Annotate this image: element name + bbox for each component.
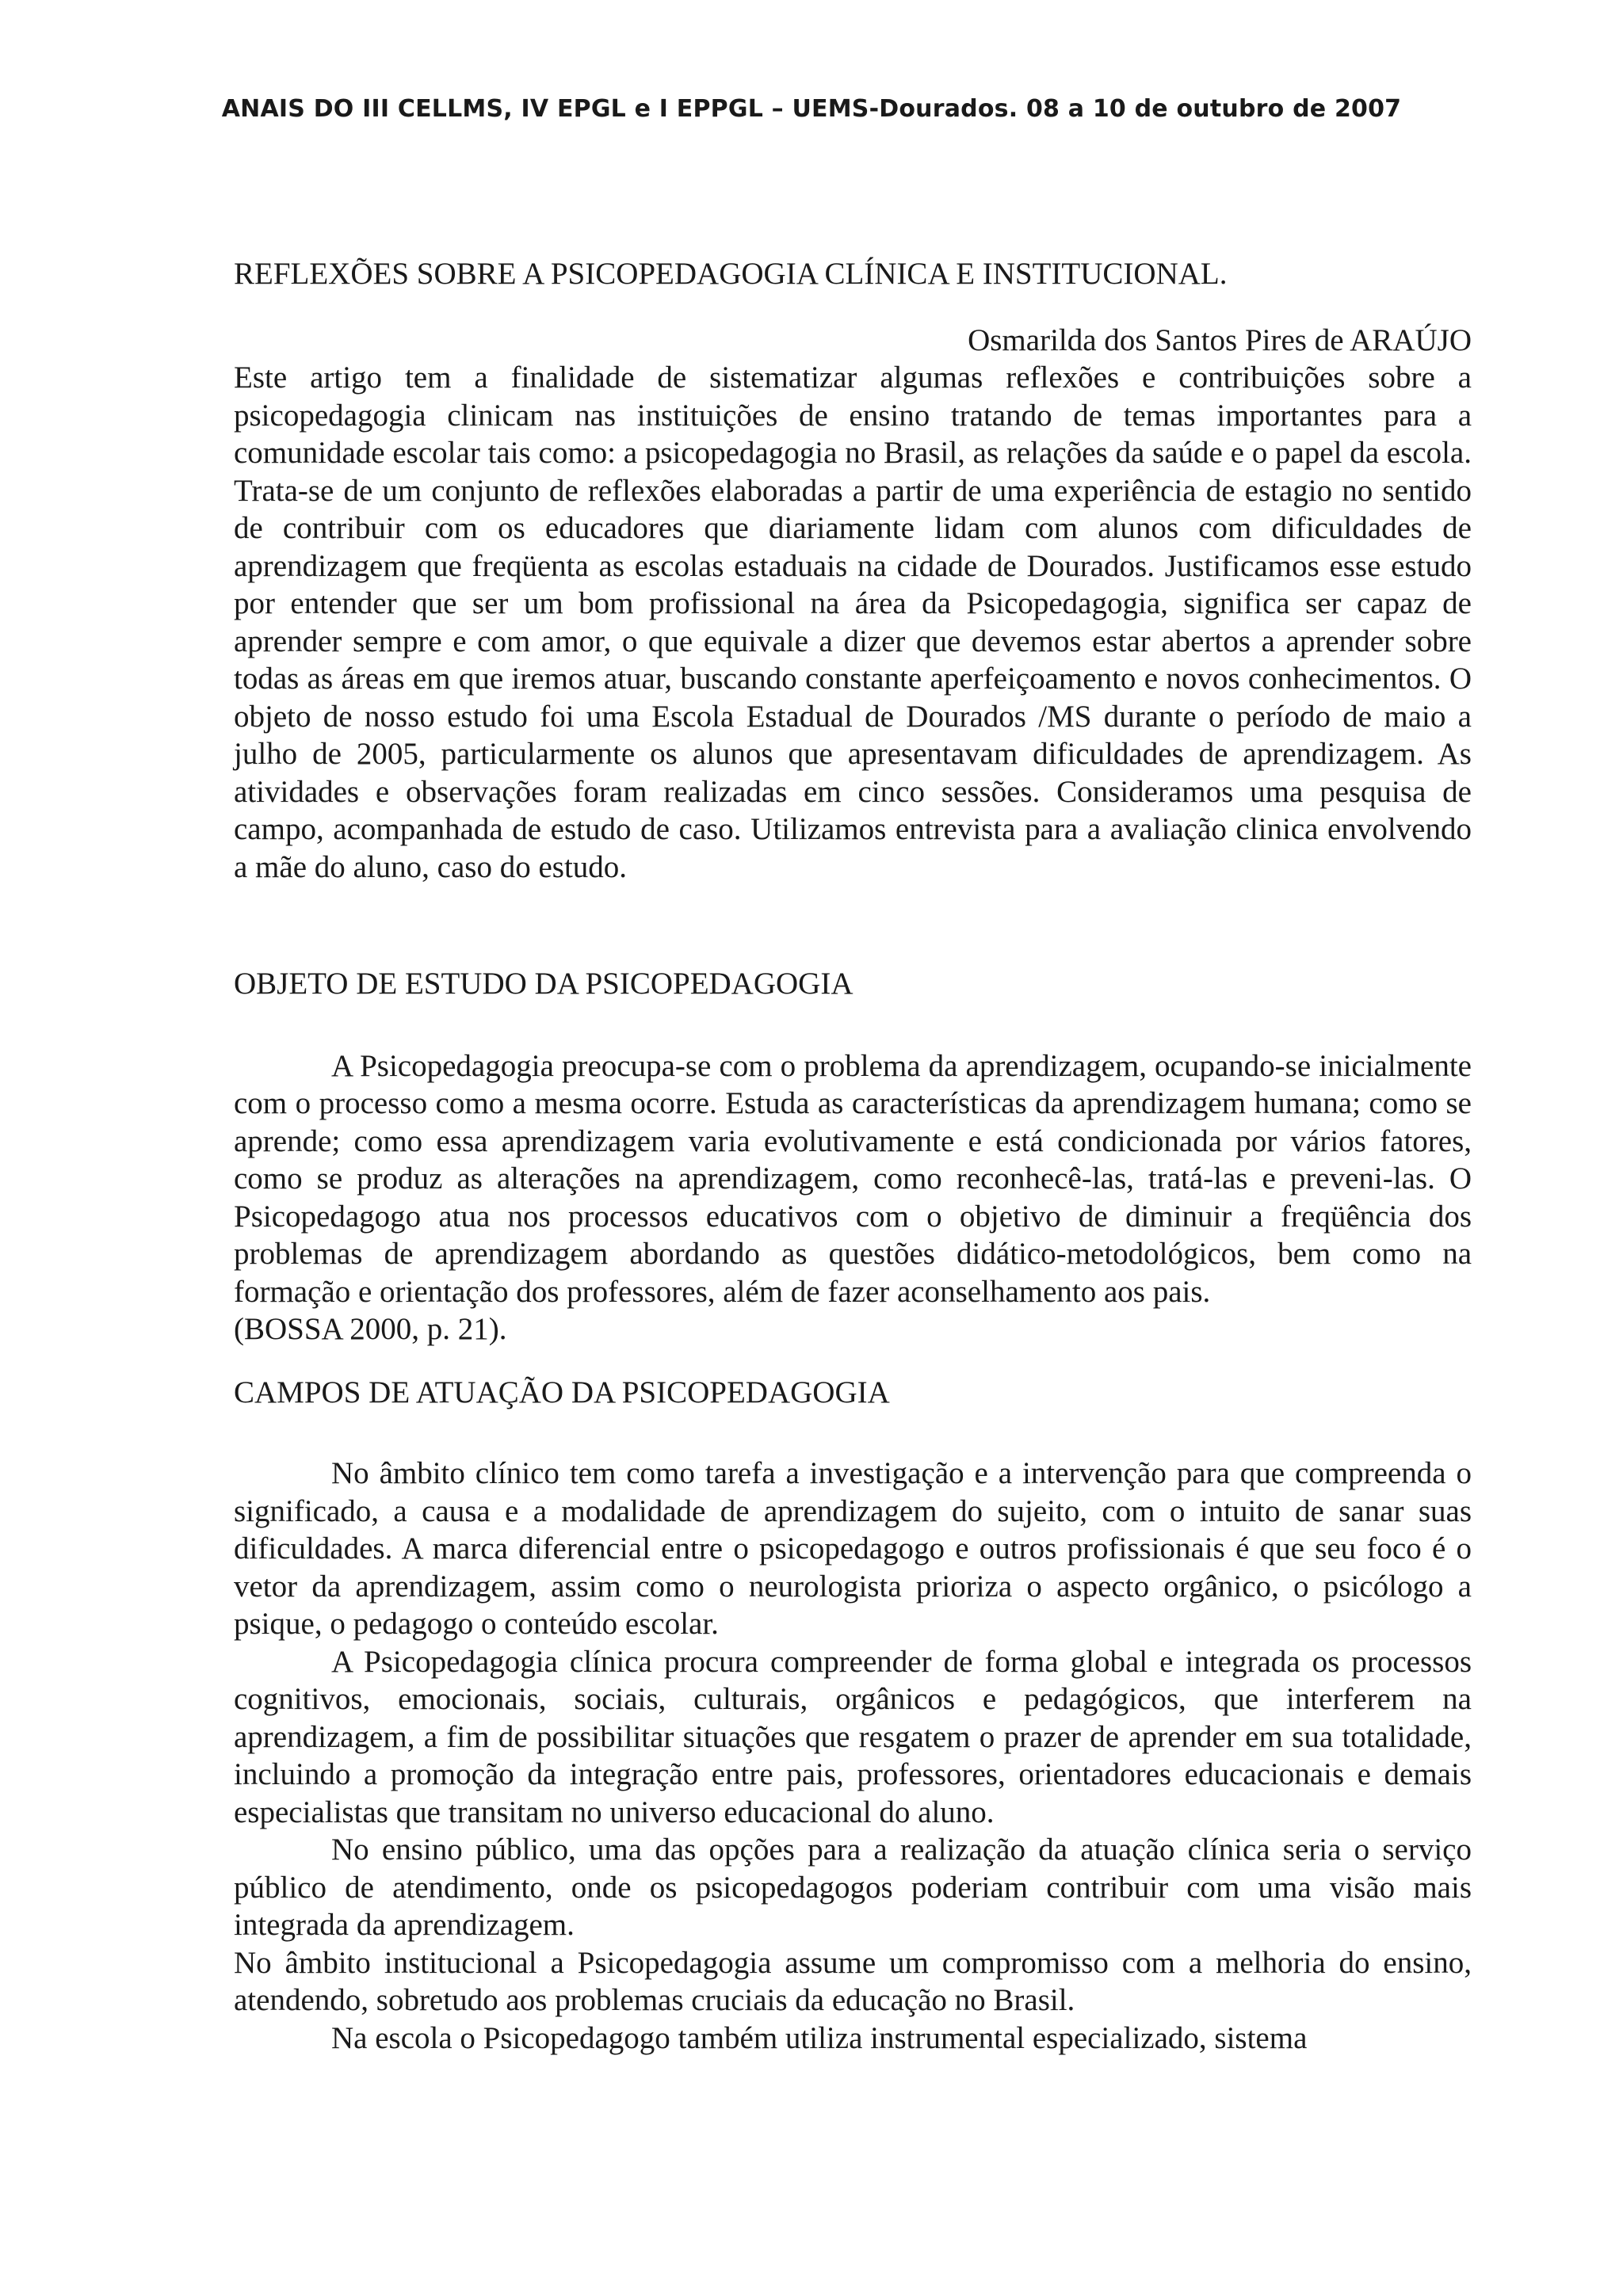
body-paragraph: A Psicopedagogia preocupa-se com o problema da aprendizagem, ocupando-se inicialmente com o processo como a mesma ocorre. Estuda as características da aprendizagem humana; como se aprende; como essa aprendizagem varia evolutivamente e está condicionada por vários fatores, como se produz as alterações na aprendizagem, como reconhecê-las, tratá-las e preveni-las. O Psicopedagogo atua nos processos educativos com o objetivo de diminuir a freqüência dos problemas de aprendizagem abordando as questões didático-metodológicos, bem como na formação e orientação dos professores, além de fazer aconselhamento aos pais. [234,1048,1472,1309]
section-heading-campos: CAMPOS DE ATUAÇÃO DA PSICOPEDAGOGIA [234,1375,890,1409]
body-paragraph: No âmbito institucional a Psicopedagogia assume um compromisso com a melhoria do ensino, atendendo, sobretudo aos problemas cruciais da educação no Brasil. [234,1945,1472,2017]
section-heading-objeto: OBJETO DE ESTUDO DA PSICOPEDAGOGIA [234,967,854,1001]
body-paragraph: A Psicopedagogia clínica procura compreender de forma global e integrada os processos cognitivos, emocionais, sociais, culturais, orgânicos e pedagógicos, que interferem na aprendizagem, a fim de possibilitar situações que resgatem o prazer de aprender em sua totalidade, incluindo a promoção da integração entre pais, professores, orientadores educacionais e demais especialistas que transitam no universo educacional do aluno. [234,1644,1472,1829]
citation-paragraph: (BOSSA 2000, p. 21). [234,1312,507,1346]
running-header: ANAIS DO III CELLMS, IV EPGL e I EPPGL – UEMS-Dourados. 08 a 10 de outubro de 2007 [221,95,1402,123]
article-title: REFLEXÕES SOBRE A PSICOPEDAGOGIA CLÍNICA E INSTITUCIONAL. [234,257,1228,291]
body-paragraph: Na escola o Psicopedagogo também utiliza instrumental especializado, sistema [331,2020,1308,2055]
article-author: Osmarilda dos Santos Pires de ARAÚJO [968,322,1472,357]
abstract-paragraph: Este artigo tem a finalidade de sistematizar algumas reflexões e contribuições sobre a psicopedagogia clinicam nas instituições de ensino tratando de temas importantes para a comunidade escolar tais como: a psicopedagogia no Brasil, as relações da saúde e o papel da escola. Trata-se de um conjunto de reflexões elaboradas a partir de uma experiência de estagio no sentido de contribuir com os educadores que diariamente lidam com alunos com dificuldades de aprendizagem que freqüenta as escolas estaduais na cidade de Dourados. Justificamos esse estudo por entender que ser um bom profissional na área da Psicopedagogia, significa ser capaz de aprender sempre e com amor, o que equivale a dizer que devemos estar abertos a aprender sobre todas as áreas em que iremos atuar, buscando constante aperfeiçoamento e novos conhecimentos. O objeto de nosso estudo foi uma Escola Estadual de Dourados /MS durante o período de maio a julho de 2005, particularmente os alunos que apresentavam dificuldades de aprendizagem. As atividades e observações foram realizadas em cinco sessões. Consideramos uma pesquisa de campo, acompanhada de estudo de caso. Utilizamos entrevista para a avaliação clinica envolvendo a mãe do aluno, caso do estudo. [234,360,1472,884]
article-body [234,255,1472,2057]
body-paragraph: No ensino público, uma das opções para a realização da atuação clínica seria o serviço público de atendimento, onde os psicopedagogos poderiam contribuir com uma visão mais integrada da aprendizagem. [234,1833,1472,1942]
body-paragraph: No âmbito clínico tem como tarefa a investigação e a intervenção para que compreenda o significado, a causa e a modalidade de aprendizagem do sujeito, com o intuito de sanar suas dificuldades. A marca diferencial entre o psicopedagogo e outros profissionais é que seu foco é o vetor da aprendizagem, assim como o neurologista prioriza o aspecto orgânico, o psicólogo a psique, o pedagogo o conteúdo escolar. [234,1456,1472,1641]
